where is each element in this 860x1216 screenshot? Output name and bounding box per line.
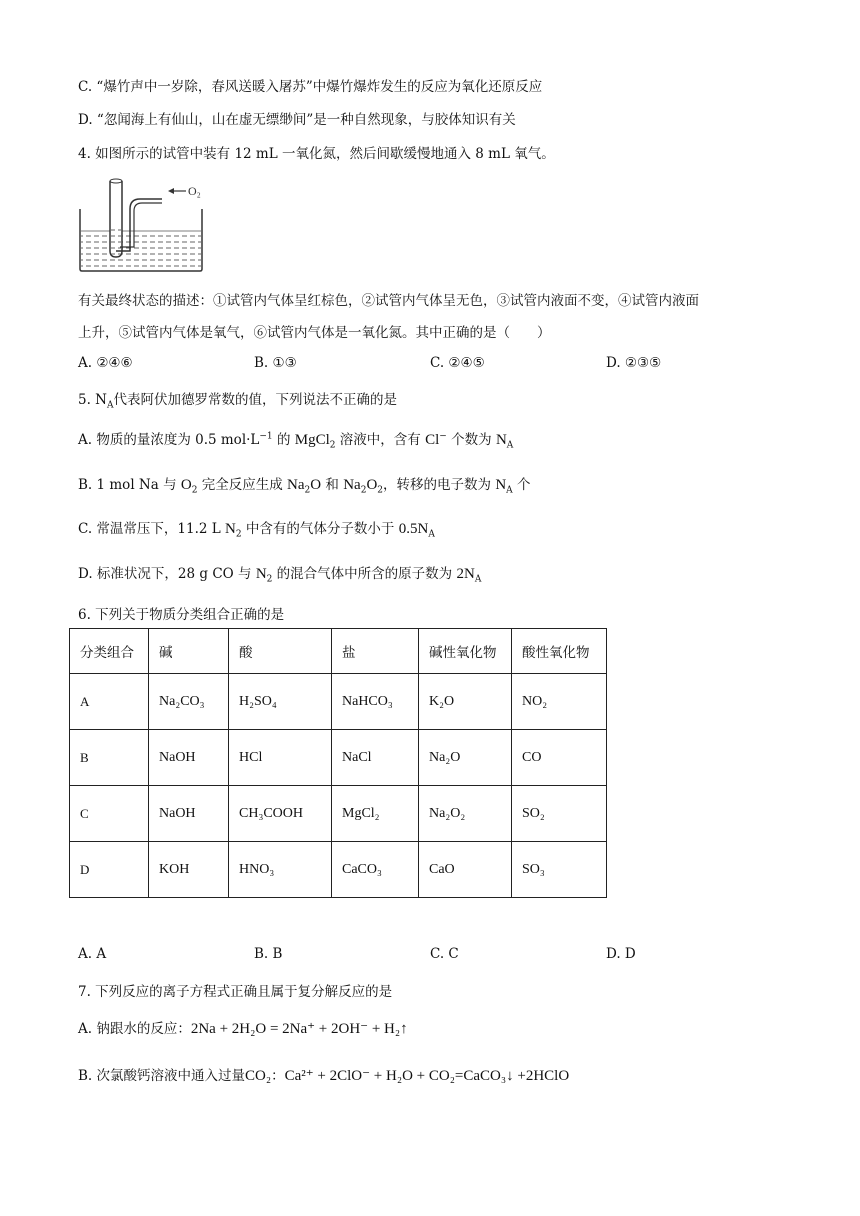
q3-option-c: C. “爆竹声中一岁除，春风送暖入屠苏”中爆竹爆炸发生的反应为氧化还原反应	[78, 79, 543, 95]
q4-description-2: 上升，⑤试管内气体是氧气，⑥试管内气体是一氧化氮。其中正确的是（ ）	[78, 325, 551, 341]
table-header-row	[70, 629, 607, 674]
q3-option-d: D. “忽闻海上有仙山，山在虚无缥缈间”是一种自然现象，与胶体知识有关	[78, 112, 516, 128]
table-cell: CH₃COOH	[229, 786, 332, 842]
classification-table	[69, 628, 607, 898]
q4-option-c: C. ②④⑤	[430, 355, 485, 371]
table-cell: NaCl	[332, 730, 419, 786]
table-cell: D	[70, 842, 149, 898]
q4-option-d: D. ②③⑤	[606, 355, 662, 371]
q6-option-d: D. D	[606, 946, 636, 962]
table-cell: NaOH	[149, 786, 229, 842]
table-row	[70, 842, 607, 898]
test-tube-figure	[78, 173, 218, 277]
header-cell: 碱性氧化物	[419, 629, 512, 674]
q7-equation-a: 2Na + 2H₂O = 2Na⁺ + 2OH⁻ + H₂↑	[190, 1021, 408, 1037]
table-cell: Na₂CO₃	[149, 674, 229, 730]
q4-stem: 4. 如图所示的试管中装有 12 mL 一氧化氮，然后间歇缓慢地通入 8 mL 氧气。	[78, 146, 555, 162]
table-row	[70, 730, 607, 786]
table-cell: HCl	[229, 730, 332, 786]
q6-option-b: B. B	[254, 946, 283, 962]
table-cell: B	[70, 730, 149, 786]
q5-option-d: D. 标准状况下，28 g CO 与 $N_2$ 的混合气体中所含的原子数为 $2N_A$	[78, 566, 482, 585]
table-cell: K₂O	[419, 674, 512, 730]
table-cell: H₂SO₄	[229, 674, 332, 730]
q6-option-a: A. A	[78, 946, 107, 962]
q7-option-a: A. 钠跟水的反应：2Na + 2H₂O = 2Na⁺ + 2OH⁻ + H₂↑	[78, 1021, 408, 1037]
q4-option-b: B. ①③	[254, 355, 297, 371]
table-cell: C	[70, 786, 149, 842]
table-cell: NO₂	[512, 674, 607, 730]
header-cell: 碱	[149, 629, 229, 674]
q6-option-c: C. C	[430, 946, 459, 962]
header-cell: 盐	[332, 629, 419, 674]
table-cell: CaCO₃	[332, 842, 419, 898]
q5-option-c: C. 常温常压下，11.2 L $N_2$ 中含有的气体分子数小于 $0.5N_A$	[78, 521, 435, 540]
header-cell: 酸	[229, 629, 332, 674]
q4-option-a: A. ②④⑥	[78, 355, 133, 371]
q4-description-1: 有关最终状态的描述：①试管内气体呈红棕色，②试管内气体呈无色，③试管内液面不变，④试管内液面	[78, 293, 699, 309]
table-cell: NaOH	[149, 730, 229, 786]
header-cell: 分类组合	[70, 629, 149, 674]
table-row	[70, 786, 607, 842]
table-cell: CaO	[419, 842, 512, 898]
table-cell: A	[70, 674, 149, 730]
header-cell: 酸性氧化物	[512, 629, 607, 674]
o2-label: O₂	[188, 184, 201, 198]
q4-options	[78, 355, 778, 375]
table-cell: Na₂O₂	[419, 786, 512, 842]
table-cell: MgCl₂	[332, 786, 419, 842]
q7-equation-b: Ca²⁺ + 2ClO⁻ + H₂O + CO₂=CaCO₃↓ +2HClO	[284, 1068, 570, 1084]
table-cell: HNO₃	[229, 842, 332, 898]
table-cell: KOH	[149, 842, 229, 898]
q5-option-a: A. 物质的量浓度为 0.5 $mol\cdot L^{-1}$ 的 MgCl$_2$ 溶液中，含有 Cl− 个数为 $N_A$	[78, 431, 514, 451]
table-row	[70, 674, 607, 730]
table-cell: CO	[512, 730, 607, 786]
table-cell: NaHCO₃	[332, 674, 419, 730]
q7-stem: 7. 下列反应的离子方程式正确且属于复分解反应的是	[78, 984, 393, 1000]
q7-option-b: B. 次氯酸钙溶液中通入过量CO₂：Ca²⁺ + 2ClO⁻ + H₂O + CO₂=CaCO₃↓ +2HClO	[78, 1068, 570, 1084]
q5-option-b: B. 1 mol Na 与 $O_2$ 完全反应生成 $Na_2O$ 和 $Na_2O_2$，转移的电子数为 $N_A$ 个	[78, 477, 531, 496]
table-cell: SO₂	[512, 786, 607, 842]
q5-stem: 5. $N_A$代表阿伏加德罗常数的值，下列说法不正确的是	[78, 392, 397, 411]
table-cell: Na₂O	[419, 730, 512, 786]
q6-stem: 6. 下列关于物质分类组合正确的是	[78, 607, 285, 623]
q6-options	[78, 946, 778, 966]
table-cell: SO₃	[512, 842, 607, 898]
